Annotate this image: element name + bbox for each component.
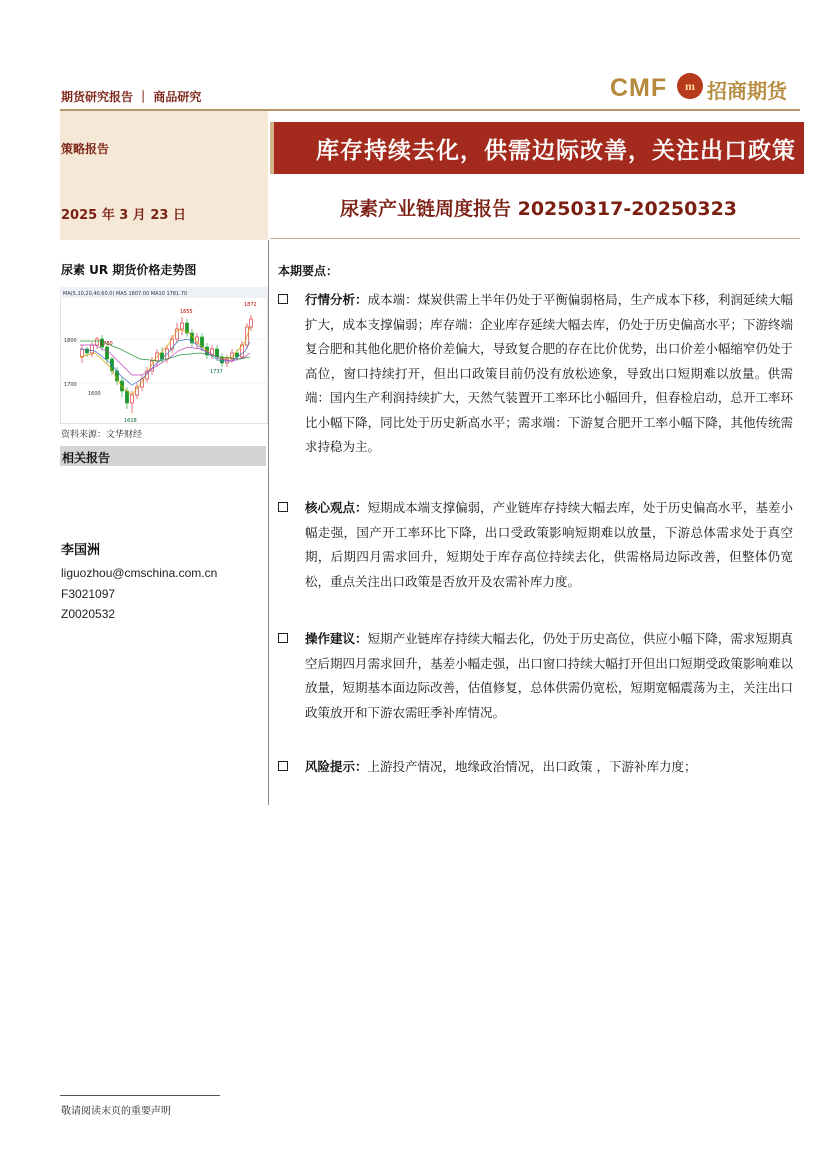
price-chart xyxy=(60,287,268,424)
candle-body xyxy=(95,339,98,345)
report-title: 库存持续去化，供需边际改善，关注出口政策 xyxy=(316,138,796,164)
candle-body xyxy=(80,349,83,357)
title-banner xyxy=(270,122,804,174)
annotation-low2: 1737 xyxy=(210,369,223,375)
candle-body xyxy=(120,381,123,391)
column-divider xyxy=(268,240,269,805)
key-point-item xyxy=(278,627,793,725)
related-reports-header xyxy=(60,446,266,466)
key-point-label: 操作建议： xyxy=(305,631,368,646)
author-cert-f: F3021097 xyxy=(61,587,116,601)
logo-mark-icon: m xyxy=(677,73,703,99)
author-cert-z: Z0020532 xyxy=(61,607,116,621)
key-point-text: 成本端：煤炭供需上半年仍处于平衡偏弱格局，生产成本下移，利润延续大幅扩大，成本支撑偏弱；库存端：企业库存延续大幅去库，仍处于历史偏高水平；下游终端复合肥和其他化肥价格价差偏大，导致复合肥的存在比价优势，出口价差小幅缩窄仍处于高位，窗口持续打开，但出口政策目前仍没有放松迹象，导致出口短期难以放量。供需端：国内生产利润持续扩大，天然气装置开工率环比小幅回升，但春检启动，总开工率环比小幅下降，同比处于历史新高水平；需求端：下游复合肥开工率小幅下降，其他传统需求持稳为主。 xyxy=(305,292,793,454)
logo-chinese-name: 招商期货 xyxy=(707,79,787,103)
report-subtitle: 尿素产业链周度报告 20250317-20250323 xyxy=(340,198,738,220)
author-name: 李国洲 xyxy=(61,543,101,558)
subtitle-divider xyxy=(270,238,800,239)
key-point-text: 上游投产情况，地缘政治情况，出口政策 ，下游补库力度； xyxy=(367,759,697,774)
author-email[interactable]: liguozhou@cmschina.com.cn xyxy=(61,566,218,580)
candle-body xyxy=(130,395,133,403)
candle-body xyxy=(125,391,128,403)
key-point-text: 短期产业链库存持续大幅去化，仍处于历史高位，供应小幅下降，需求短期真空后期四月需求回升，基差小幅走强，出口窗口持续大幅打开但出口短期受政策影响难以放量，短期基本面边际改善，估值修复，总体供需仍宽松，短期宽幅震荡为主，关注出口政策放开和下游农需旺季补库情况。 xyxy=(305,631,793,720)
header-section-label: 期货研究报告 ｜ 商品研究 xyxy=(61,90,202,104)
price-chart-svg xyxy=(60,287,268,424)
candle-body xyxy=(220,357,223,363)
chart-source: 资料来源：文华财经 xyxy=(61,430,143,440)
annotation-low: 1618 xyxy=(124,418,137,424)
annotation-local: 1780 xyxy=(100,341,113,347)
y-tick-label: 1600 xyxy=(88,391,101,397)
y-tick-label: 1700 xyxy=(64,382,77,388)
annotation-high: 1855 xyxy=(180,309,193,315)
key-points-title: 本期要点： xyxy=(278,264,339,278)
key-point-item xyxy=(278,496,793,594)
chart-legend: MA(5,10,20,40,60,0) MA5 1807.00 MA10 1781.70 xyxy=(63,291,188,297)
logo-text: CMF xyxy=(610,74,668,102)
key-point-label: 核心观点： xyxy=(305,500,368,515)
candle-body xyxy=(249,319,252,327)
report-date: 2025 年 3 月 23 日 xyxy=(61,208,186,223)
company-logo xyxy=(610,70,800,106)
key-point-item xyxy=(278,288,793,460)
checkbox-bullet-icon xyxy=(278,502,288,512)
key-point-text: 短期成本端支撑偏弱，产业链库存持续大幅去库，处于历史偏高水平，基差小幅走强，国产开工率环比下降，出口受政策影响短期难以放量，下游总体需求处于真空期，后期四月需求回升，短期处于库存高位持续去化，供需格局边际改善，但整体仍宽松，重点关注出口政策是否放开及农需补库力度。 xyxy=(305,500,793,589)
y-tick-label: 1800 xyxy=(64,338,77,344)
key-point-label: 行情分析： xyxy=(305,292,368,307)
checkbox-bullet-icon xyxy=(278,761,288,771)
candle-body xyxy=(180,323,183,329)
footer-disclaimer: 敬请阅读末页的重要声明 xyxy=(61,1106,171,1117)
related-reports-label: 相关报告 xyxy=(62,451,111,465)
candle-body xyxy=(215,349,218,357)
checkbox-bullet-icon xyxy=(278,633,288,643)
footer-divider xyxy=(60,1095,220,1096)
checkbox-bullet-icon xyxy=(278,294,288,304)
key-point-item xyxy=(278,755,793,780)
key-point-label: 风险提示： xyxy=(305,759,368,774)
candle-body xyxy=(105,347,108,359)
chart-title: 尿素 UR 期货价格走势图 xyxy=(61,263,197,277)
annotation-last-high: 1872 xyxy=(244,302,257,308)
report-category: 策略报告 xyxy=(61,142,110,156)
candle-body xyxy=(90,345,93,353)
